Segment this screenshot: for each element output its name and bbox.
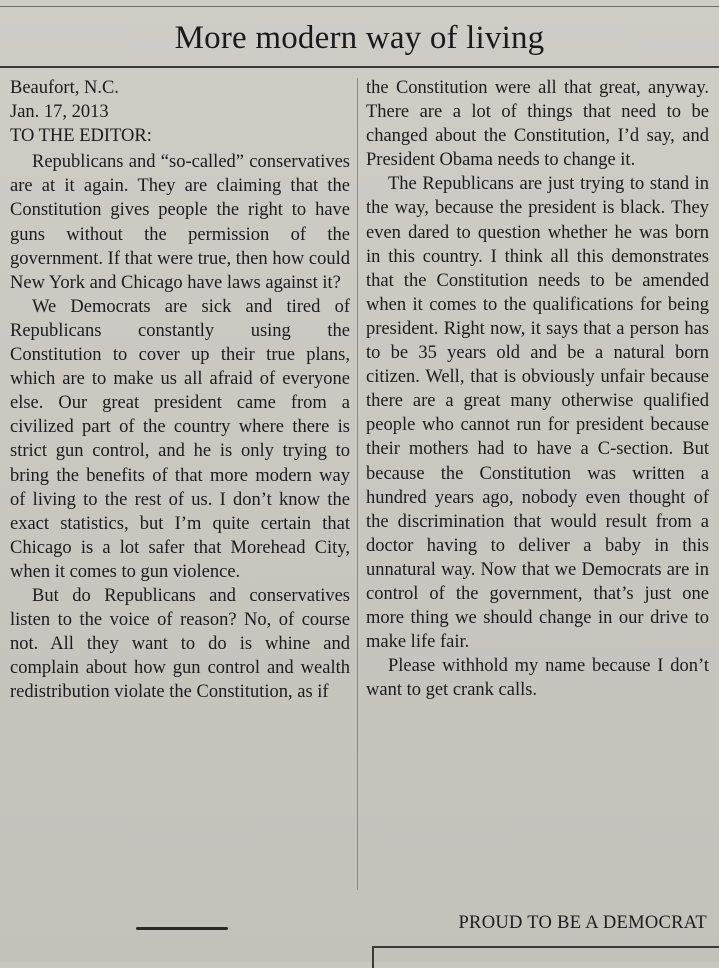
salutation: TO THE EDITOR: xyxy=(10,126,152,147)
end-dash-rule xyxy=(136,927,228,930)
headline-rule xyxy=(0,66,719,68)
next-article-border xyxy=(372,946,719,968)
paragraph: But do Republicans and conservatives listen to the voice of reason? No, of course not. All they want to do is whine and complain about how gun control and wealth redistribution violate the Constitution, as if xyxy=(10,585,350,703)
column-divider xyxy=(357,78,358,890)
right-column xyxy=(366,76,709,702)
paragraph: We Democrats are sick and tired of Republicans constantly using the Constitution to cover up their true plans, which are to make us all afraid of everyone else. Our great president came from a civilized part of the country where there is strict gun control, and he is only trying to bring the benefits of that more modern way of living to the rest of us. I don’t know the exact statistics, but I’m quite certain that Chicago is a lot safer that Morehead City, when it comes to gun violence. xyxy=(10,296,350,582)
signature: PROUD TO BE A DEMOCRAT xyxy=(458,913,707,933)
paragraph-continued: the Constitution were all that great, anyway. There are a lot of things that need to be changed about the Constitution, I’d say, and President Obama needs to change it. xyxy=(366,78,709,171)
left-column xyxy=(10,76,350,704)
dateline-place: Beaufort, N.C. xyxy=(10,78,119,98)
dateline-date: Jan. 17, 2013 xyxy=(10,102,109,123)
paragraph: Please withhold my name because I don’t want to get crank calls. xyxy=(366,656,709,701)
paragraph: The Republicans are just trying to stand in the way, because the president is black. They even dared to question whether he was born in this country. I think all this demonstrates that the Constitution needs to be amended when it comes to the qualifications for being president. Right now, it says that a person has to be 35 years old and be a natural born citizen. Well, that is obviously unfair because there are a great many otherwise qualified people who cannot run for president because their mothers had to have a C-section. But because the Constitution was written a hundred years ago, nobody even thought of the discrimination that would result from a doctor having to deliver a baby in this unnatural way. Now that we Democrats are in control of the government, that’s just one more thing we should change in our drive to make life fair. xyxy=(366,174,709,653)
paragraph: Republicans and “so-called” conservatives are at it again. They are claiming that the Constitution gives people the right to have guns without the permission of the government. If that were true, then how could New York and Chicago have laws against it? xyxy=(10,152,350,293)
top-rule xyxy=(0,6,719,7)
headline: More modern way of living xyxy=(174,20,545,56)
